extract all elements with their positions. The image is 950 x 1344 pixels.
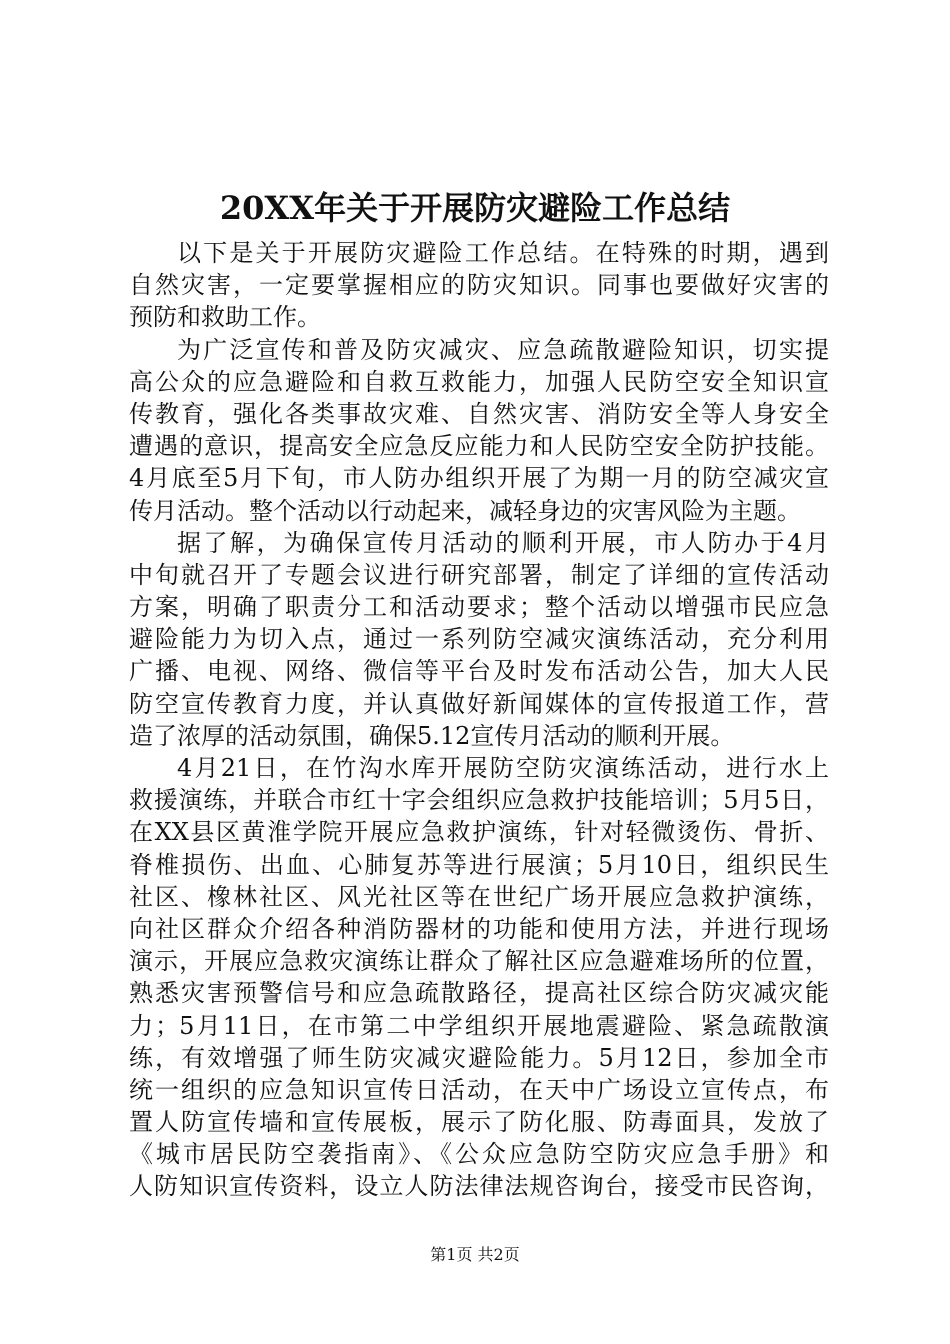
paragraph-4-line-7: 演示，开展应急救灾演练让群众了解社区应急避难场所的位置， [129,947,829,976]
paragraph-4-line-9: 力；5月11日，在市第二中学组织开展地震避险、紧急疏散演 [129,1011,829,1040]
paragraph-1-line-1: 以下是关于开展防灾避险工作总结。在特殊的时期，遇到 [177,239,829,267]
paragraph-3-line-7: 造了浓厚的活动氛围，确保5.12宣传月活动的顺利开展。 [129,721,735,750]
document-title: 20XX年关于开展防灾避险工作总结 [219,189,731,227]
paragraph-2-line-6: 传月活动。整个活动以行动起来，减轻身边的灾害风险为主题。 [129,496,801,525]
paragraph-2-line-3: 传教育，强化各类事故灾难、自然灾害、消防安全等人身安全 [129,399,829,428]
paragraph-2-line-5: 4月底至5月下旬，市人防办组织开展了为期一月的防空减灾宣 [129,464,829,493]
paragraph-4-line-4: 脊椎损伤、出血、心肺复苏等进行展演；5月10日，组织民生 [129,850,829,879]
paragraph-1-line-2: 自然灾害，一定要掌握相应的防灾知识。同事也要做好灾害的 [129,271,829,300]
paragraph-4-line-1: 4月21日，在竹沟水库开展防空防灾演练活动，进行水上 [177,754,829,782]
paragraph-4-line-6: 向社区群众介绍各种消防器材的功能和使用方法，并进行现场 [129,914,829,943]
paragraph-4-line-8: 熟悉灾害预警信号和应急疏散路径，提高社区综合防灾减灾能 [129,979,829,1008]
paragraph-3-line-6: 防空宣传教育力度，并认真做好新闻媒体的宣传报道工作，营 [129,689,829,718]
paragraph-4-line-13: 《城市居民防空袭指南》、《公众应急防空防灾应急手册》和 [129,1140,829,1169]
paragraph-3-line-2: 中旬就召开了专题会议进行研究部署，制定了详细的宣传活动 [129,560,829,589]
page-number: 第1页 共2页 [430,1245,520,1264]
paragraph-4-line-10: 练，有效增强了师生防灾减灾避险能力。5月12日，参加全市 [129,1043,829,1072]
paragraph-2-line-4: 遭遇的意识，提高安全应急反应能力和人民防空安全防护技能。 [129,432,829,461]
paragraph-3-line-5: 广播、电视、网络、微信等平台及时发布活动公告，加大人民 [129,657,829,686]
paragraph-4-line-14: 人防知识宣传资料，设立人防法律法规咨询台，接受市民咨询， [129,1172,829,1201]
paragraph-4-line-3: 在XX县区黄淮学院开展应急救护演练，针对轻微烫伤、骨折、 [129,818,829,847]
document-body [129,237,829,1203]
paragraph-1-line-3: 预防和救助工作。 [129,303,321,332]
paragraph-3-line-4: 避险能力为切入点，通过一系列防空减灾演练活动，充分利用 [129,625,829,654]
paragraph-2-line-2: 高公众的应急避险和自救互救能力，加强人民防空安全知识宣 [129,367,829,396]
page-footer [0,1244,950,1266]
paragraph-2-line-1: 为广泛宣传和普及防灾减灾、应急疏散避险知识，切实提 [177,335,829,364]
paragraph-3-line-1: 据了解，为确保宣传月活动的顺利开展，市人防办于4月 [177,528,829,557]
paragraph-4-line-12: 置人防宣传墙和宣传展板，展示了防化服、防毒面具，发放了 [129,1108,829,1137]
paragraph-4-line-11: 统一组织的应急知识宣传日活动，在天中广场设立宣传点，布 [129,1075,829,1104]
paragraph-4-line-2: 救援演练，并联合市红十字会组织应急救护技能培训；5月5日， [129,786,829,815]
paragraph-4-line-5: 社区、橡林社区、风光社区等在世纪广场开展应急救护演练， [129,882,829,911]
paragraph-3-line-3: 方案，明确了职责分工和活动要求；整个活动以增强市民应急 [129,593,829,622]
